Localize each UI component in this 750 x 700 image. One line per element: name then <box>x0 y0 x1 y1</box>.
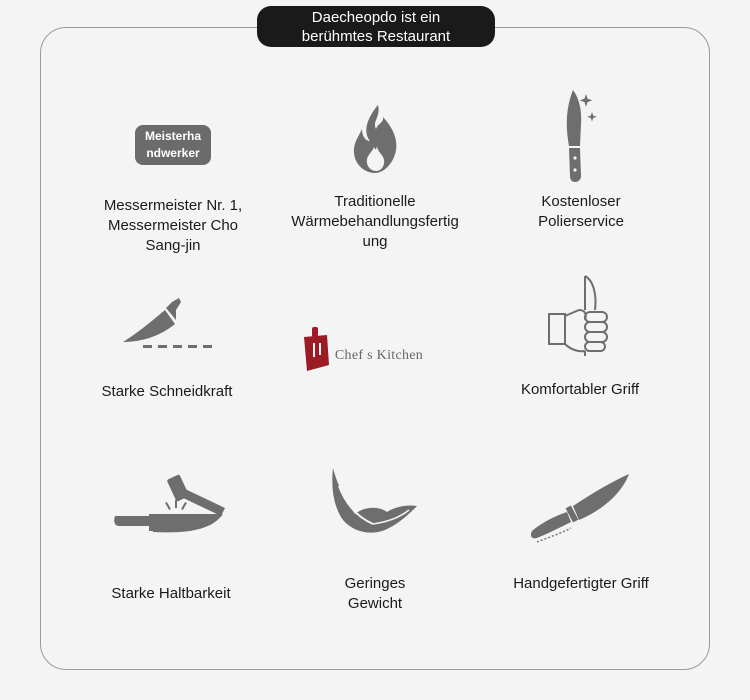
feature-cutting-power <box>67 298 267 402</box>
hammer-knife-icon <box>113 474 229 538</box>
feature-label <box>104 196 242 256</box>
feature-label-line: Messermeister Nr. 1, <box>103 197 243 214</box>
feature-label-line: ung <box>362 233 388 250</box>
feature-label-line: Handgefertigter Griff <box>513 575 649 592</box>
feature-label-line: Komfortabler Griff <box>520 381 640 398</box>
feature-label-line: Kostenloser <box>541 193 621 210</box>
brand-logo-text: Chef s Kitchen <box>334 348 424 363</box>
feature-master-craftsman <box>73 125 273 256</box>
header-line-2: berühmtes Restaurant <box>301 27 451 45</box>
cutting-board-logo-icon <box>301 325 331 373</box>
master-craftsman-badge <box>135 125 211 165</box>
feature-comfortable-grip <box>480 274 680 400</box>
badge-line-2: ndwerker <box>146 146 200 160</box>
cutting-knife-icon <box>119 298 215 354</box>
feature-handmade-handle <box>481 472 681 594</box>
feature-label <box>538 192 624 232</box>
header-line-1: Daecheopdo ist ein <box>311 8 441 26</box>
feature-label-line: Starke Haltbarkeit <box>111 585 231 602</box>
sparkling-knife-icon <box>551 88 611 184</box>
brand-logo <box>301 325 423 373</box>
feature-label-line: Messermeister Cho <box>107 217 239 234</box>
feature-label <box>521 380 639 400</box>
header-pill <box>257 6 495 47</box>
badge-line-1: Meisterha <box>144 129 202 143</box>
knife-handle-icon <box>529 472 633 548</box>
feature-label <box>102 382 233 402</box>
feature-label-line: Wärmebehandlungsfertig <box>291 213 459 230</box>
feature-heat-treatment <box>275 103 475 252</box>
feature-label <box>111 584 230 604</box>
feature-label-line: Polierservice <box>538 213 624 230</box>
feature-polishing <box>481 88 681 232</box>
feature-light-weight <box>275 466 475 614</box>
feature-brand-logo <box>262 325 462 373</box>
hand-grip-icon <box>545 274 615 356</box>
feature-durability <box>71 474 271 604</box>
feature-label-line: Gewicht <box>347 595 403 612</box>
feather-icon <box>329 466 421 538</box>
feature-label-line: Geringes <box>344 575 406 592</box>
feature-label <box>291 192 459 252</box>
feature-label-line: Starke Schneidkraft <box>101 383 233 400</box>
flame-icon <box>350 103 400 175</box>
feature-label-line: Sang-jin <box>145 237 201 254</box>
feature-label-line: Traditionelle <box>334 193 416 210</box>
feature-label <box>513 574 649 594</box>
feature-label <box>345 574 406 614</box>
